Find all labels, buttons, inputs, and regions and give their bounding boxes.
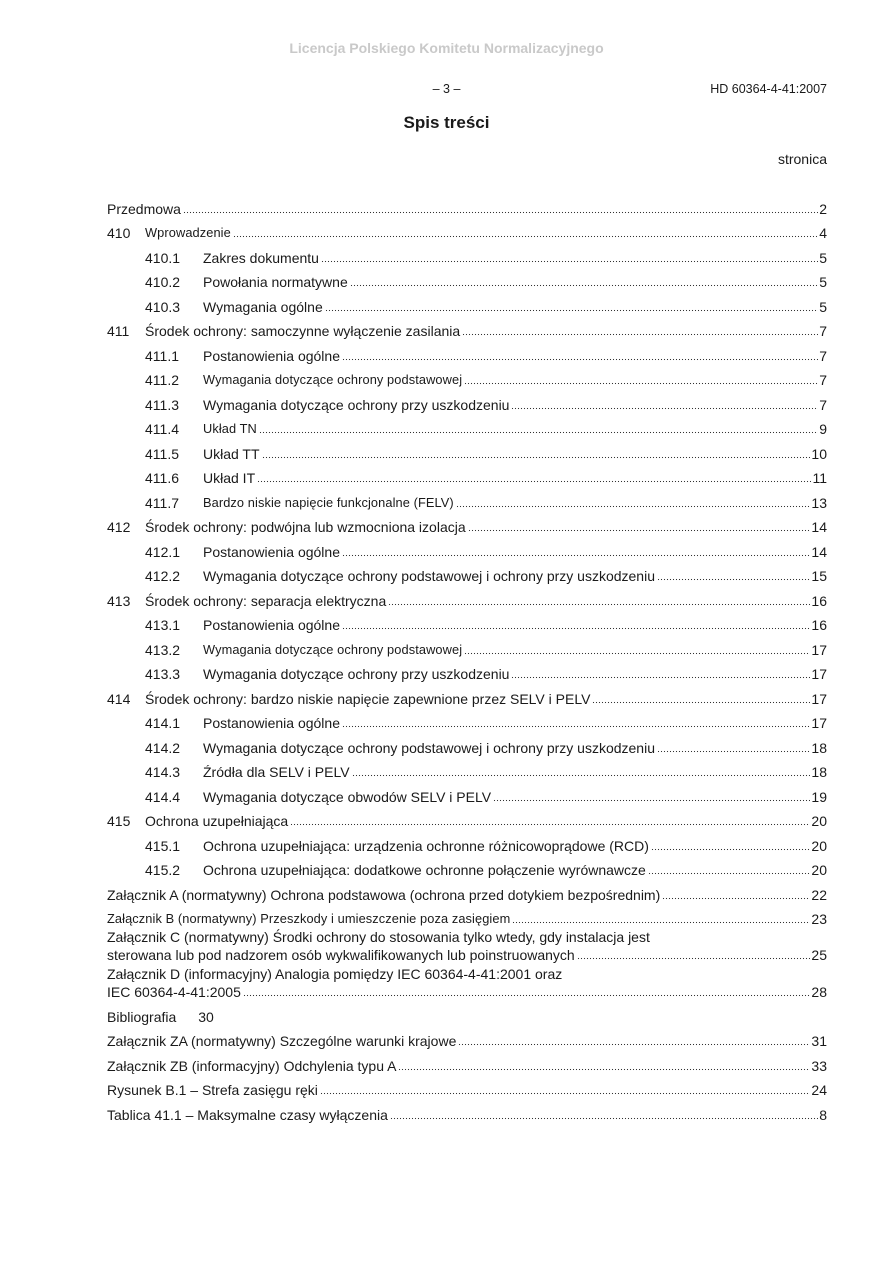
toc-entry-text: Postanowienia ogólne [203, 543, 340, 560]
toc-entry-text: Wymagania dotyczące ochrony przy uszkodzeniu [203, 666, 510, 682]
toc-entry-text: Środek ochrony: bardzo niskie napięcie zapewnione przez SELV i PELV [145, 690, 591, 707]
toc-entry-text-line2: IEC 60364-4-41:2005 [107, 984, 241, 1000]
toc-entry-text: Postanowienia ogólne [203, 617, 340, 633]
license-watermark: Licencja Polskiego Komitetu Normalizacyjnego [289, 40, 604, 56]
toc-entry-text: Wymagania dotyczące ochrony podstawowej [203, 641, 463, 657]
toc-entry-text: Ochrona uzupełniająca: urządzenia ochronne różnicowoprądowe (RCD) [203, 837, 649, 854]
toc-entry-text: Wymagania ogólne [203, 298, 323, 315]
toc-entry-411-4[interactable] [107, 413, 827, 438]
dot-leader [243, 994, 811, 997]
dot-leader [342, 627, 810, 630]
toc-entry-przedmowa[interactable] [107, 192, 827, 217]
toc-entry-number: 415.2 [145, 862, 181, 878]
toc-entry-page: 23 [811, 911, 827, 927]
toc-entry-number: 411.5 [145, 445, 179, 462]
toc-entry-page: 15 [811, 568, 827, 584]
toc-entry-bibliografia[interactable] [107, 1000, 827, 1025]
toc-entry-table-41-1[interactable] [107, 1098, 827, 1123]
toc-entry-annex-za[interactable] [107, 1025, 827, 1050]
dot-leader [458, 1043, 810, 1046]
toc-entry-page: 17 [811, 690, 827, 707]
toc-entry-number: 411.6 [145, 470, 179, 486]
toc-entry-412-2[interactable] [107, 560, 827, 585]
dot-leader [662, 897, 810, 900]
dot-leader [511, 676, 810, 679]
toc-entry-number: 415 [107, 813, 131, 829]
toc-entry-text: Układ TT [203, 445, 260, 462]
toc-entry-text: Wymagania dotyczące obwodów SELV i PELV [203, 788, 492, 805]
dot-leader [325, 309, 818, 312]
toc-entry-page: 31 [811, 1033, 827, 1049]
toc-entry-410-2[interactable] [107, 266, 827, 291]
toc-entry-number: 411 [107, 323, 130, 339]
toc-entry-text: Rysunek B.1 – Strefa zasięgu ręki [107, 1082, 318, 1098]
toc-entry-text: Powołania normatywne [203, 274, 348, 290]
toc-entry-page: 19 [811, 788, 827, 805]
toc-entry-text: Przedmowa [107, 200, 181, 217]
toc-entry-number: 411.7 [145, 494, 179, 511]
toc-entry-number: 410.2 [145, 274, 181, 290]
toc-entry-text: Bibliografia [107, 1008, 177, 1025]
toc-entry-text: Układ TN [203, 421, 257, 436]
toc-entry-text: Środek ochrony: samoczynne wyłączenie zasilania [145, 323, 461, 339]
toc-entry-text: Tablica 41.1 – Maksymalne czasy wyłączenia [107, 1106, 388, 1123]
toc-entry-number: 410 [107, 225, 131, 241]
toc-entry-page: 17 [811, 666, 827, 682]
toc-entry-410-3[interactable] [107, 290, 827, 315]
toc-entry-number: 413.1 [145, 617, 181, 633]
toc-entry-415-2[interactable] [107, 854, 827, 879]
page-number: – 3 – [432, 82, 461, 96]
toc-entry-page: 16 [811, 617, 827, 633]
toc-entry-number: 411.3 [145, 396, 179, 413]
toc-entry-text: Załącznik ZB (informacyjny) Odchylenia typu A [107, 1057, 397, 1074]
toc-entry-text: Wymagania dotyczące ochrony podstawowej [203, 372, 463, 387]
toc-entry-413-1[interactable] [107, 609, 827, 634]
dot-leader [390, 1117, 818, 1120]
toc-entry-text: Wprowadzenie [145, 225, 231, 240]
dot-leader [388, 603, 810, 606]
toc-entry-number: 411.4 [145, 421, 179, 437]
toc-entry-414[interactable] [107, 682, 827, 707]
dot-leader [464, 652, 810, 655]
toc-entry-text: Wymagania dotyczące ochrony podstawowej i ochrony przy uszkodzeniu [203, 739, 655, 756]
toc-entry-page: 20 [811, 813, 827, 829]
toc-entry-text-line1: Załącznik C (normatywny) Środki ochrony do stosowania tylko wtedy, gdy instalacja jest [107, 929, 650, 945]
toc-entry-number: 410.1 [145, 249, 181, 266]
toc-entry-411-2[interactable] [107, 364, 827, 389]
toc-entry-page: 25 [811, 947, 827, 963]
toc-entry-411-3[interactable] [107, 388, 827, 413]
dot-leader [342, 554, 810, 557]
toc-entry-page: 7 [819, 372, 827, 388]
toc-entry-page: 17 [811, 715, 827, 731]
toc-entry-410-1[interactable] [107, 241, 827, 266]
dot-leader [290, 823, 810, 826]
toc-entry-text-line1: Załącznik D (informacyjny) Analogia pomiędzy IEC 60364-4-41:2001 oraz [107, 966, 563, 982]
toc-entry-annex-d[interactable] [107, 966, 827, 1000]
page-column-label: stronica [777, 151, 827, 167]
dot-leader [352, 774, 811, 777]
toc-entry-page: 8 [819, 1106, 827, 1123]
toc-entry-number: 411.2 [145, 372, 179, 388]
toc-entry-number: 413.2 [145, 641, 181, 658]
toc-entry-page: 10 [811, 445, 827, 462]
dot-leader [462, 333, 818, 336]
dot-leader [456, 505, 811, 508]
toc-entry-411[interactable] [107, 315, 827, 340]
toc-entry-annex-c[interactable] [107, 929, 827, 963]
dot-leader [398, 1068, 810, 1071]
toc-entry-annex-a[interactable] [107, 878, 827, 903]
toc-entry-number: 414 [107, 690, 131, 707]
toc-entry-412[interactable] [107, 511, 827, 536]
toc-entry-415[interactable] [107, 805, 827, 830]
toc-entry-number: 411.1 [145, 347, 179, 364]
dot-leader [464, 382, 818, 385]
toc-entry-411-1[interactable] [107, 339, 827, 364]
toc-entry-text: Postanowienia ogólne [203, 715, 340, 731]
toc-entry-text-line2: sterowana lub pod nadzorem osób wykwalifikowanych lub poinstruowanych [107, 947, 575, 963]
toc-entry-text: Środek ochrony: separacja elektryczna [145, 592, 387, 609]
dot-leader [350, 284, 818, 287]
dot-leader [342, 358, 818, 361]
toc-entry-number: 412 [107, 519, 131, 535]
toc-entry-page: 14 [811, 519, 827, 535]
toc-entry-410[interactable] [107, 217, 827, 242]
toc-entry-414-2[interactable] [107, 731, 827, 756]
toc-entry-411-7[interactable] [107, 486, 827, 511]
toc-entry-text: Bardzo niskie napięcie funkcjonalne (FELV) [203, 494, 454, 510]
toc-entry-page: 14 [811, 543, 827, 560]
toc-entry-414-3[interactable] [107, 756, 827, 781]
dot-leader [320, 1092, 811, 1095]
toc-entry-number: 412.2 [145, 568, 181, 584]
toc-entry-page: 18 [811, 764, 827, 780]
toc-entry-page: 24 [811, 1082, 827, 1098]
page-title: Spis treści [403, 113, 490, 132]
toc-entry-page: 5 [819, 249, 827, 266]
toc-entry-page: 20 [811, 862, 827, 878]
toc-entry-annex-zb[interactable] [107, 1049, 827, 1074]
toc-entry-page: 7 [819, 396, 827, 413]
toc-entry-411-5[interactable] [107, 437, 827, 462]
toc-entry-text: Załącznik B (normatywny) Przeszkody i umieszczenie poza zasięgiem [107, 911, 511, 926]
toc-entry-413-2[interactable] [107, 633, 827, 658]
toc-entry-text: Zakres dokumentu [203, 249, 319, 266]
toc-entry-413-3[interactable] [107, 658, 827, 683]
toc-entry-page: 17 [811, 641, 827, 658]
toc-entry-page: 22 [811, 886, 827, 903]
toc-entry-page: 13 [811, 494, 827, 511]
dot-leader [512, 921, 810, 924]
toc-entry-text: Wymagania dotyczące ochrony przy uszkodzeniu [203, 396, 510, 413]
toc-entry-413[interactable] [107, 584, 827, 609]
toc-entry-page: 20 [811, 837, 827, 854]
dot-leader [651, 848, 811, 851]
toc-entry-414-1[interactable] [107, 707, 827, 732]
toc-entry-text: Środek ochrony: podwójna lub wzmocniona izolacja [145, 519, 466, 535]
dot-leader [657, 578, 810, 581]
toc-entry-page: 4 [819, 225, 827, 241]
toc-entry-412-1[interactable] [107, 535, 827, 560]
table-of-contents [107, 192, 827, 1123]
toc-entry-number: 410.3 [145, 298, 181, 315]
toc-entry-text: Załącznik ZA (normatywny) Szczególne warunki krajowe [107, 1033, 457, 1049]
toc-entry-page: 7 [819, 323, 827, 339]
dot-leader [592, 701, 810, 704]
dot-leader [257, 480, 811, 483]
dot-leader [342, 725, 810, 728]
toc-entry-text: Układ IT [203, 470, 256, 486]
document-id: HD 60364-4-41:2007 [710, 82, 827, 96]
dot-leader [259, 431, 818, 434]
toc-entry-text: Źródła dla SELV i PELV [203, 764, 350, 780]
toc-entry-page: 5 [819, 274, 827, 290]
toc-entry-page: 5 [819, 298, 827, 315]
toc-entry-page: 16 [811, 592, 827, 609]
toc-entry-number: 414.1 [145, 715, 181, 731]
dot-leader [577, 957, 811, 960]
toc-entry-figure-b1[interactable] [107, 1074, 827, 1099]
toc-entry-text: Załącznik A (normatywny) Ochrona podstawowa (ochrona przed dotykiem bezpośrednim) [107, 886, 661, 903]
toc-entry-text: Ochrona uzupełniająca: dodatkowe ochronne połączenie wyrównawcze [203, 862, 646, 878]
toc-entry-number: 414.3 [145, 764, 181, 780]
dot-leader [233, 235, 818, 238]
dot-leader [321, 260, 818, 263]
toc-entry-page: 7 [819, 347, 827, 364]
toc-entry-number: 413.3 [145, 666, 181, 682]
toc-entry-page: 28 [811, 984, 827, 1000]
dot-leader [183, 211, 818, 214]
toc-entry-414-4[interactable] [107, 780, 827, 805]
dot-leader [468, 529, 811, 532]
toc-entry-annex-b[interactable] [107, 903, 827, 928]
toc-entry-text: Ochrona uzupełniająca [145, 813, 289, 829]
dot-leader [657, 750, 810, 753]
dot-leader [511, 407, 818, 410]
toc-entry-page: 11 [812, 470, 827, 486]
toc-entry-411-6[interactable] [107, 462, 827, 487]
dot-leader [493, 799, 810, 802]
dot-leader [648, 872, 811, 875]
toc-entry-number: 414.4 [145, 788, 181, 805]
toc-entry-number: 413 [107, 592, 131, 609]
toc-entry-page: 2 [819, 200, 827, 217]
toc-entry-415-1[interactable] [107, 829, 827, 854]
toc-entry-page: 30 [198, 1008, 214, 1025]
toc-entry-text: Postanowienia ogólne [203, 347, 340, 364]
dot-leader [262, 456, 811, 459]
toc-entry-page: 9 [819, 421, 827, 437]
toc-entry-number: 415.1 [145, 837, 181, 854]
toc-entry-number: 414.2 [145, 739, 181, 756]
toc-entry-text: Wymagania dotyczące ochrony podstawowej i ochrony przy uszkodzeniu [203, 568, 655, 584]
toc-entry-page: 33 [811, 1057, 827, 1074]
toc-entry-number: 412.1 [145, 543, 181, 560]
toc-entry-page: 18 [811, 739, 827, 756]
